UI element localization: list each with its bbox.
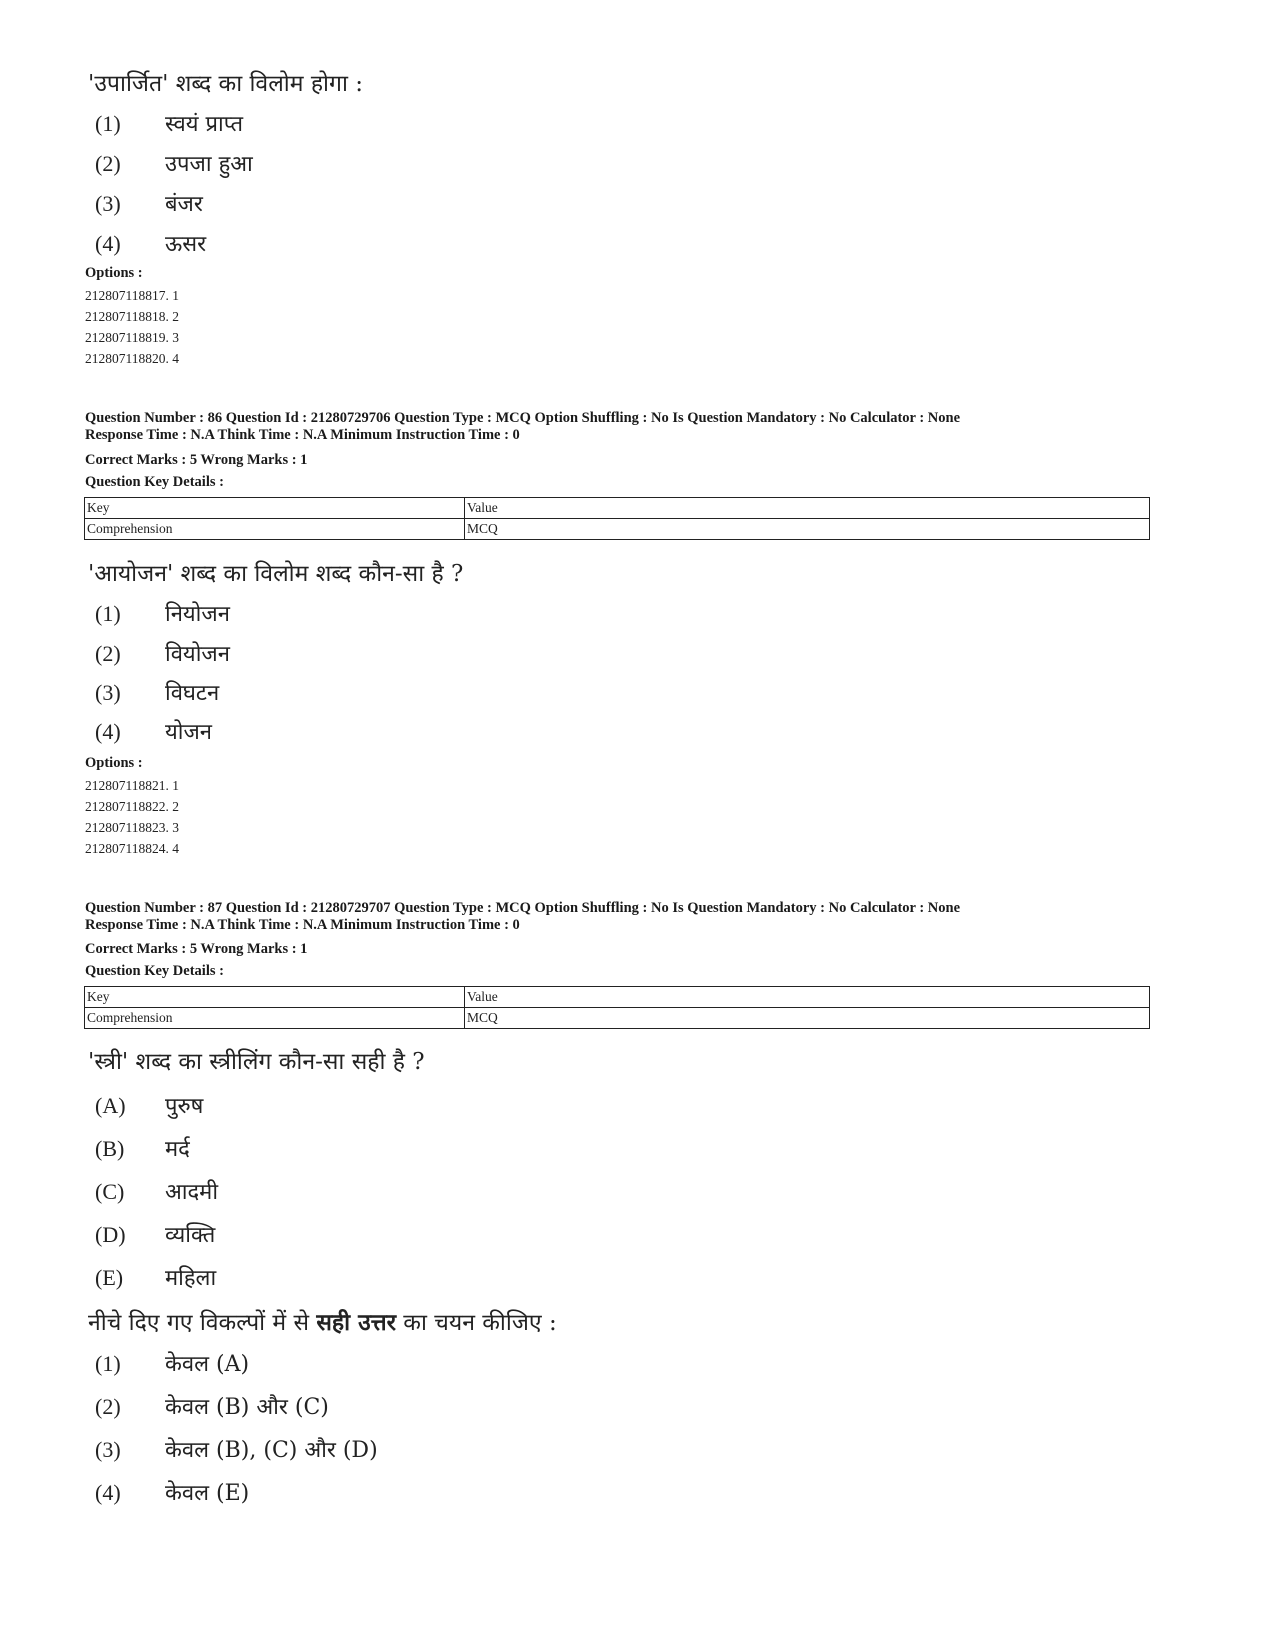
option-4 [95,1477,249,1507]
option-text: योजन [165,720,212,745]
statement-d [95,1219,215,1249]
option-number: (3) [95,191,121,216]
question-meta-line1: Question Number : 87 Question Id : 21280729707 Question Type : MCQ Option Shuffling : No Is Question Mandatory : No Calculator : None [85,900,961,916]
option-1 [95,598,230,628]
key-details-label: Question Key Details : [85,963,224,979]
marks-line: Correct Marks : 5 Wrong Marks : 1 [85,941,308,957]
option-text: वियोजन [165,642,230,667]
table-header-row [85,498,1150,519]
question-meta-line2: Response Time : N.A Think Time : N.A Minimum Instruction Time : 0 [85,917,520,933]
option-id: 212807118819. 3 [85,330,179,345]
option-number: (3) [95,680,121,705]
instruction-emphasis: सही उत्तर [316,1309,396,1336]
option-2 [95,638,230,668]
option-3 [95,677,219,707]
table-row [85,519,1150,540]
option-number: (1) [95,1351,121,1376]
option-3 [95,1434,378,1464]
statement-text: महिला [165,1266,217,1291]
option-number: (2) [95,641,121,666]
option-number: (2) [95,1394,121,1419]
instruction-part: का चयन कीजिए : [396,1310,557,1336]
option-1 [95,108,243,138]
option-4 [95,716,212,746]
option-id: 212807118817. 1 [85,288,179,303]
option-text: केवल (B) और (C) [165,1395,329,1420]
option-id: 212807118822. 2 [85,799,179,814]
option-number: (4) [95,1480,121,1505]
option-text: केवल (E) [165,1481,250,1506]
option-3 [95,188,203,218]
table-cell: Comprehension [85,1008,465,1029]
table-cell: Comprehension [85,519,465,540]
table-header-row [85,987,1150,1008]
statement-c [95,1176,218,1206]
statement-text: पुरुष [165,1094,204,1119]
option-text: उपजा हुआ [165,152,253,177]
option-2 [95,1391,329,1421]
option-number: (1) [95,111,121,136]
option-text: केवल (B), (C) और (D) [165,1438,378,1463]
option-id: 212807118820. 4 [85,351,179,366]
option-4 [95,228,206,258]
table-row [85,1008,1150,1029]
question-text: 'उपार्जित' शब्द का विलोम होगा : [88,71,363,97]
statement-label: (E) [95,1265,124,1290]
option-number: (3) [95,1437,121,1462]
option-text: नियोजन [165,602,230,627]
option-ids [85,775,179,859]
key-details-label: Question Key Details : [85,474,224,490]
key-details-table [84,986,1150,1029]
statement-label: (C) [95,1179,125,1204]
option-id: 212807118821. 1 [85,778,179,793]
options-label: Options : [85,265,143,281]
option-id: 212807118818. 2 [85,309,179,324]
instruction-text [88,1305,557,1337]
statement-a [95,1090,203,1120]
table-cell: Key [85,498,465,519]
option-id: 212807118824. 4 [85,841,179,856]
option-text: केवल (A) [165,1352,250,1377]
key-details-table [84,497,1150,540]
statement-text: आदमी [165,1180,219,1205]
table-cell: MCQ [465,519,1150,540]
statement-text: मर्द [165,1137,190,1162]
statement-label: (A) [95,1093,126,1118]
table-cell: Value [465,987,1150,1008]
question-meta-line2: Response Time : N.A Think Time : N.A Minimum Instruction Time : 0 [85,427,520,443]
instruction-part: नीचे दिए गए विकल्पों में से [88,1310,317,1336]
option-text: विघटन [165,681,220,706]
options-label: Options : [85,755,143,771]
statement-label: (B) [95,1136,125,1161]
option-ids [85,285,179,369]
table-cell: MCQ [465,1008,1150,1029]
question-text: 'आयोजन' शब्द का विलोम शब्द कौन-सा है ? [88,561,464,587]
option-id: 212807118823. 3 [85,820,179,835]
option-text: स्वयं प्राप्त [165,112,244,137]
option-2 [95,148,253,178]
option-number: (4) [95,231,121,256]
option-number: (1) [95,601,121,626]
option-text: ऊसर [165,232,207,257]
statement-b [95,1133,190,1163]
statement-e [95,1262,216,1292]
question-meta-line1: Question Number : 86 Question Id : 21280729706 Question Type : MCQ Option Shuffling : No Is Question Mandatory : No Calculator : None [85,410,961,426]
question-text: 'स्त्री' शब्द का स्त्रीलिंग कौन-सा सही है ? [88,1049,425,1075]
option-number: (4) [95,719,121,744]
table-cell: Value [465,498,1150,519]
option-1 [95,1348,249,1378]
option-number: (2) [95,151,121,176]
table-cell: Key [85,987,465,1008]
statement-text: व्यक्ति [165,1223,216,1248]
marks-line: Correct Marks : 5 Wrong Marks : 1 [85,452,308,468]
statement-label: (D) [95,1222,126,1247]
option-text: बंजर [165,192,203,217]
